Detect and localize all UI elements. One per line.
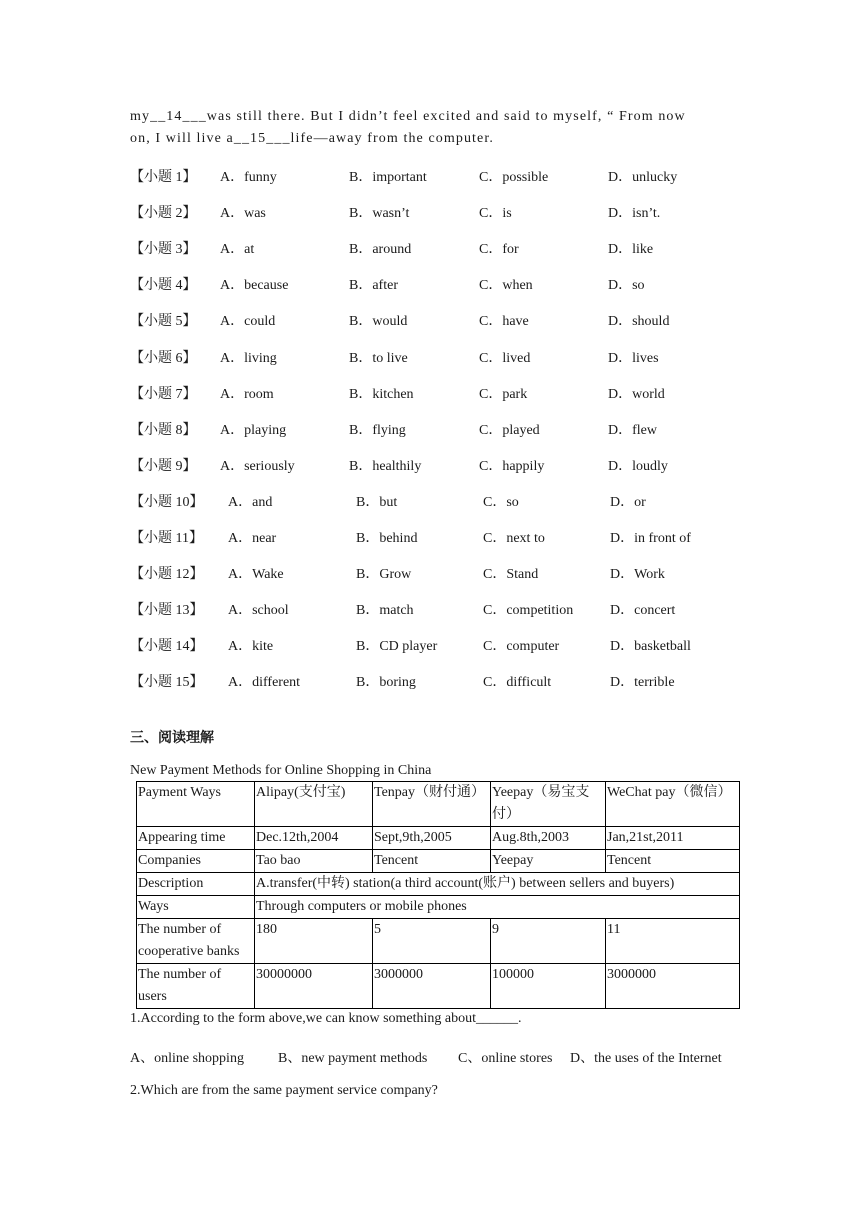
option-a: A．because: [220, 278, 289, 294]
option-b: B．to live: [349, 350, 408, 366]
passage-line-1: my__14___was still there. But I didn’t feel excited and said to myself, “ From now: [130, 109, 686, 124]
option-c: C．is: [479, 206, 512, 222]
table-cell: Yeepay（易宝支付）: [491, 782, 606, 827]
cloze-question-row: [130, 383, 750, 403]
option-d: D．like: [608, 242, 654, 258]
option-d: D．isn’t.: [608, 206, 661, 222]
option-b: B．kitchen: [349, 386, 414, 402]
option-b: B．boring: [356, 675, 416, 691]
table-row-description: [137, 873, 740, 896]
option-c: C．have: [479, 314, 529, 330]
option-c: C．computer: [483, 639, 560, 655]
option-b: B．around: [349, 242, 412, 258]
table-cell: Tenpay（财付通）: [373, 782, 491, 827]
option-a: A．funny: [220, 170, 277, 185]
cloze-question-row: [130, 238, 750, 258]
question-number: 【小题 14】: [130, 639, 204, 655]
table-cell: A.transfer(中转) station(a third account(账户) between sellers and buyers): [255, 873, 740, 896]
question-number: 【小题 11】: [130, 531, 203, 546]
table-cell: Alipay(支付宝): [255, 782, 373, 827]
option-a: A．and: [228, 494, 273, 510]
section-title: 三、阅读理解: [130, 730, 214, 746]
cloze-question-row: [130, 274, 750, 294]
cloze-question-row: [130, 527, 750, 547]
option-c: C、online stores: [458, 1051, 553, 1066]
table-cell: 30000000: [255, 964, 373, 1009]
option-b: B、new payment methods: [278, 1051, 428, 1066]
option-a: A．at: [220, 242, 255, 258]
table-cell: 100000: [491, 964, 606, 1009]
option-a: A．could: [220, 314, 276, 330]
option-b: B．after: [349, 278, 398, 294]
question-number: 【小题 10】: [130, 494, 204, 510]
table-cell: Tencent: [373, 850, 491, 873]
question-number: 【小题 1】: [130, 170, 197, 185]
question-number: 【小题 9】: [130, 458, 197, 474]
table-cell: The number of users: [137, 964, 255, 1009]
option-d: D、the uses of the Internet: [570, 1051, 722, 1066]
option-d: D．loudly: [608, 458, 668, 474]
cloze-question-row: [130, 671, 750, 691]
table-cell: 11: [606, 919, 740, 964]
option-d: D．in front of: [610, 531, 691, 546]
option-d: D．unlucky: [608, 170, 678, 185]
option-c: C．difficult: [483, 675, 552, 691]
option-c: C．for: [479, 242, 519, 258]
option-c: C．possible: [479, 170, 549, 185]
option-b: B．flying: [349, 422, 406, 438]
option-d: D．should: [608, 314, 670, 330]
table-row-ways: [137, 896, 740, 919]
table-cell: Payment Ways: [137, 782, 255, 827]
option-c: C．competition: [483, 603, 574, 619]
table-cell: Description: [137, 873, 255, 896]
question-number: 【小题 7】: [130, 386, 197, 402]
table-cell: 3000000: [373, 964, 491, 1009]
table-cell: Ways: [137, 896, 255, 919]
option-d: D．terrible: [610, 675, 675, 691]
question-2: 2.Which are from the same payment service company?: [130, 1083, 438, 1098]
table-cell: WeChat pay（微信）: [606, 782, 740, 827]
option-c: C．park: [479, 386, 528, 402]
table-cell: The number of cooperative banks: [137, 919, 255, 964]
question-1-options: [130, 1047, 750, 1067]
option-d: D．world: [608, 386, 665, 402]
option-a: A．was: [220, 206, 266, 222]
option-a: A、online shopping: [130, 1051, 244, 1066]
option-b: B．important: [349, 170, 427, 185]
table-cell: Jan,21st,2011: [606, 827, 740, 850]
cloze-question-row: [130, 347, 750, 367]
option-c: C．played: [479, 422, 540, 438]
table-cell: Yeepay: [491, 850, 606, 873]
cloze-question-row: [130, 166, 750, 186]
option-d: D．Work: [610, 567, 665, 583]
option-b: B．CD player: [356, 639, 438, 655]
cloze-question-row: [130, 455, 750, 475]
table-cell: Appearing time: [137, 827, 255, 850]
question-number: 【小题 3】: [130, 242, 197, 258]
option-b: B．match: [356, 603, 414, 619]
cloze-question-row: [130, 310, 750, 330]
table-cell: Tencent: [606, 850, 740, 873]
table-cell: 9: [491, 919, 606, 964]
option-d: D．basketball: [610, 639, 691, 655]
option-b: B．wasn’t: [349, 206, 410, 222]
table-caption: New Payment Methods for Online Shopping in China: [130, 763, 432, 778]
payment-methods-table: [136, 781, 740, 1009]
question-number: 【小题 8】: [130, 422, 197, 438]
question-number: 【小题 6】: [130, 350, 197, 366]
option-c: C．so: [483, 494, 519, 510]
cloze-question-row: [130, 491, 750, 511]
option-b: B．would: [349, 314, 408, 330]
table-cell: Sept,9th,2005: [373, 827, 491, 850]
question-number: 【小题 12】: [130, 567, 204, 583]
option-b: B．behind: [356, 531, 418, 546]
passage-line-2: on, I will live a__15___life—away from the computer.: [130, 131, 494, 146]
option-b: B．healthily: [349, 458, 422, 474]
table-cell: Through computers or mobile phones: [255, 896, 740, 919]
question-number: 【小题 4】: [130, 278, 197, 294]
table-row-companies: [137, 850, 740, 873]
question-number: 【小题 5】: [130, 314, 197, 330]
table-row-header: [137, 782, 740, 827]
table-cell: 5: [373, 919, 491, 964]
table-cell: 3000000: [606, 964, 740, 1009]
option-d: D．flew: [608, 422, 657, 438]
option-d: D．lives: [608, 350, 659, 366]
table-cell: 180: [255, 919, 373, 964]
option-a: A．living: [220, 350, 277, 366]
cloze-question-row: [130, 599, 750, 619]
cloze-question-row: [130, 563, 750, 583]
option-a: A．Wake: [228, 567, 284, 583]
table-cell: Tao bao: [255, 850, 373, 873]
cloze-question-row: [130, 202, 750, 222]
option-c: C．Stand: [483, 567, 539, 583]
table-row-appearing-time: [137, 827, 740, 850]
cloze-question-row: [130, 419, 750, 439]
question-number: 【小题 2】: [130, 206, 197, 222]
table-cell: Companies: [137, 850, 255, 873]
option-d: D．concert: [610, 603, 676, 619]
option-c: C．lived: [479, 350, 531, 366]
option-b: B．but: [356, 494, 398, 510]
option-a: A．near: [228, 531, 277, 546]
option-a: A．school: [228, 603, 289, 619]
table-row-users: [137, 964, 740, 1009]
option-a: A．kite: [228, 639, 274, 655]
table-row-cooperative-banks: [137, 919, 740, 964]
option-c: C．when: [479, 278, 533, 294]
option-b: B．Grow: [356, 567, 412, 583]
option-a: A．seriously: [220, 458, 295, 474]
option-d: D．so: [608, 278, 645, 294]
option-a: A．different: [228, 675, 301, 691]
option-a: A．playing: [220, 422, 287, 438]
question-number: 【小题 15】: [130, 675, 204, 691]
option-c: C．happily: [479, 458, 545, 474]
table-cell: Dec.12th,2004: [255, 827, 373, 850]
table-cell: Aug.8th,2003: [491, 827, 606, 850]
question-number: 【小题 13】: [130, 603, 204, 619]
question-1: 1.According to the form above,we can know something about______.: [130, 1011, 522, 1026]
option-a: A．room: [220, 386, 274, 402]
cloze-question-row: [130, 635, 750, 655]
option-c: C．next to: [483, 531, 545, 546]
option-d: D．or: [610, 494, 646, 510]
